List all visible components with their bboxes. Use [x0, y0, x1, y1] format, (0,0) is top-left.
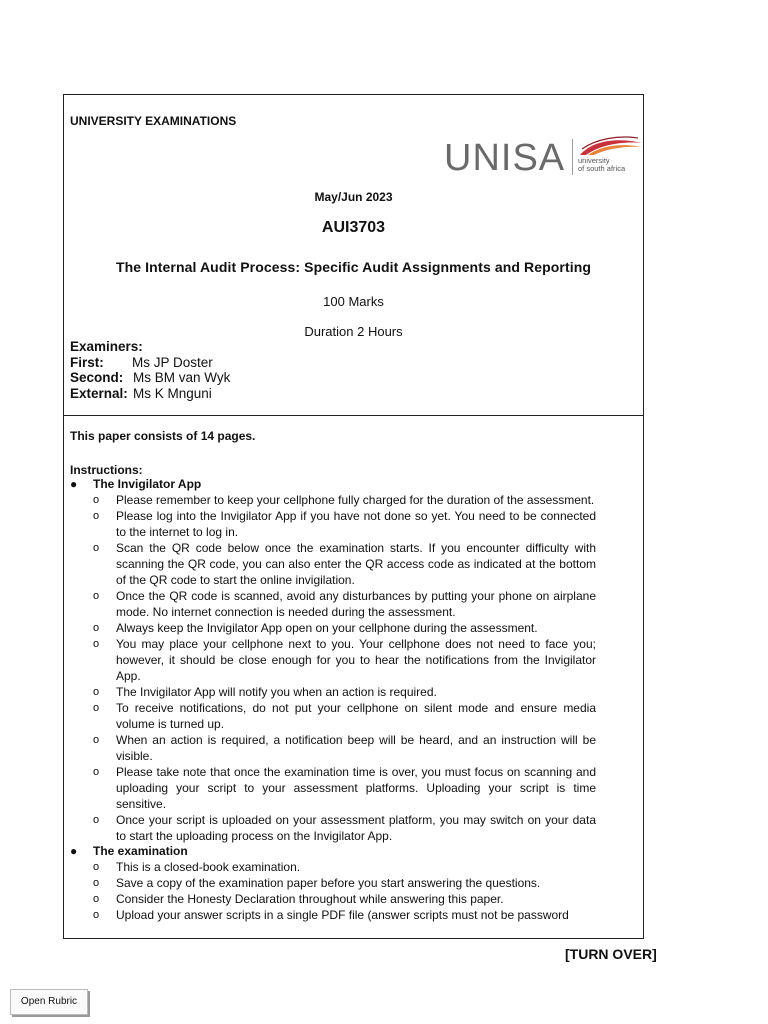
logo-swoosh-icon [578, 135, 644, 157]
examiner-name: Ms BM van Wyk [133, 370, 231, 385]
instructions-heading: Instructions: [70, 463, 143, 477]
examiners-heading: Examiners: [70, 339, 143, 354]
list-item-text: Consider the Honesty Declaration throughout while answering this paper. [116, 892, 504, 906]
list-item [70, 732, 637, 764]
logo-subtitle [578, 157, 625, 173]
circle-bullet-icon: o [93, 622, 100, 634]
circle-bullet-icon: o [93, 734, 100, 746]
list-item [70, 492, 637, 508]
list-item-text: This is a closed-book examination. [116, 860, 301, 874]
list-item [70, 700, 637, 732]
list-item-text: Scan the QR code below once the examination starts. If you encounter difficulty with scanning the QR code, you can also enter the QR access code as indicated at the bottom of the QR code to start the online invigilation. [116, 541, 596, 587]
list-item [70, 891, 637, 907]
examiners-block [70, 339, 230, 401]
circle-bullet-icon: o [93, 909, 100, 921]
examiner-row [70, 355, 230, 371]
logo-divider [572, 139, 573, 175]
list-item [70, 508, 637, 540]
page-count-note: This paper consists of 14 pages. [70, 429, 256, 443]
circle-bullet-icon: o [93, 494, 100, 506]
university-examinations-label: UNIVERSITY EXAMINATIONS [70, 114, 237, 128]
list-item [70, 540, 637, 588]
circle-bullet-icon: o [93, 861, 100, 873]
list-item [70, 907, 637, 923]
list-item-text: Please remember to keep your cellphone fully charged for the duration of the assessment. [116, 493, 595, 507]
exam-header [64, 95, 643, 416]
circle-bullet-icon: o [93, 766, 100, 778]
list-item-text: Upload your answer scripts in a single PDF file (answer scripts must not be password [116, 908, 569, 922]
total-marks: 100 Marks [323, 294, 384, 309]
examiner-name: Ms K Mnguni [133, 385, 212, 401]
section-heading [70, 844, 637, 859]
list-item-text: When an action is required, a notification beep will be heard, and an instruction will be visible. [116, 733, 596, 763]
circle-bullet-icon: o [93, 542, 100, 554]
list-item-text: The Invigilator App will notify you when an action is required. [116, 685, 437, 699]
bullet-icon: ● [70, 477, 78, 491]
exam-session: May/Jun 2023 [314, 190, 393, 204]
list-item-text: Please take note that once the examination time is over, you must focus on scanning and uploading your script to your assessment platforms. Uploading your script is time sensitive. [116, 765, 596, 811]
instructions-body [64, 416, 643, 923]
list-item [70, 636, 637, 684]
list-item-text: To receive notifications, do not put your cellphone on silent mode and ensure media volume is turned up. [116, 701, 596, 731]
section-heading-text: The examination [93, 844, 188, 858]
circle-bullet-icon: o [93, 510, 100, 522]
examiner-label: External: [70, 385, 128, 401]
course-code: AUI3703 [321, 219, 386, 236]
turn-over-label: [TURN OVER] [565, 946, 657, 962]
circle-bullet-icon: o [93, 638, 100, 650]
logo-sub-line2: of south africa [578, 164, 626, 173]
circle-bullet-icon: o [93, 877, 100, 889]
examination-list [70, 859, 637, 923]
list-item-text: Once the QR code is scanned, avoid any disturbances by putting your phone on airplane mode. No internet connection is needed during the assessment. [116, 589, 596, 619]
logo-sub-line1: university [578, 156, 610, 165]
examiner-row [70, 386, 230, 402]
list-item [70, 620, 637, 636]
list-item-text: Save a copy of the examination paper before you start answering the questions. [116, 876, 541, 890]
open-rubric-button[interactable]: Open Rubric [10, 989, 88, 1015]
list-item [70, 588, 637, 620]
bullet-icon: ● [70, 844, 78, 858]
circle-bullet-icon: o [93, 686, 100, 698]
circle-bullet-icon: o [93, 893, 100, 905]
unisa-logo [444, 135, 644, 180]
list-item [70, 812, 637, 844]
list-item [70, 875, 637, 891]
circle-bullet-icon: o [93, 590, 100, 602]
logo-wordmark: UNISA [444, 137, 566, 179]
examiner-label: First: [70, 354, 104, 370]
list-item-text: Always keep the Invigilator App open on your cellphone during the assessment. [116, 621, 538, 635]
exam-duration: Duration 2 Hours [304, 324, 403, 339]
paper-title: The Internal Audit Process: Specific Audit Assignments and Reporting [115, 259, 592, 275]
list-item-text: Please log into the Invigilator App if you have not done so yet. You need to be connected to the internet to log in. [116, 509, 596, 539]
circle-bullet-icon: o [93, 814, 100, 826]
list-item [70, 684, 637, 700]
examiner-name: Ms JP Doster [132, 354, 213, 370]
examiner-label: Second: [70, 370, 124, 385]
section-heading [70, 477, 637, 492]
list-item [70, 859, 637, 875]
exam-cover-page [63, 94, 644, 939]
list-item-text: You may place your cellphone next to you. Your cellphone does not need to face you; however, it should be close enough for you to hear the notifications from the Invigilator App. [116, 637, 596, 683]
list-item [70, 764, 637, 812]
examiner-row [70, 370, 230, 386]
section-heading-text: The Invigilator App [93, 477, 202, 491]
list-item-text: Once your script is uploaded on your assessment platform, you may switch on your data to start the uploading process on the Invigilator App. [116, 813, 596, 843]
invigilator-app-list [70, 492, 637, 844]
circle-bullet-icon: o [93, 702, 100, 714]
